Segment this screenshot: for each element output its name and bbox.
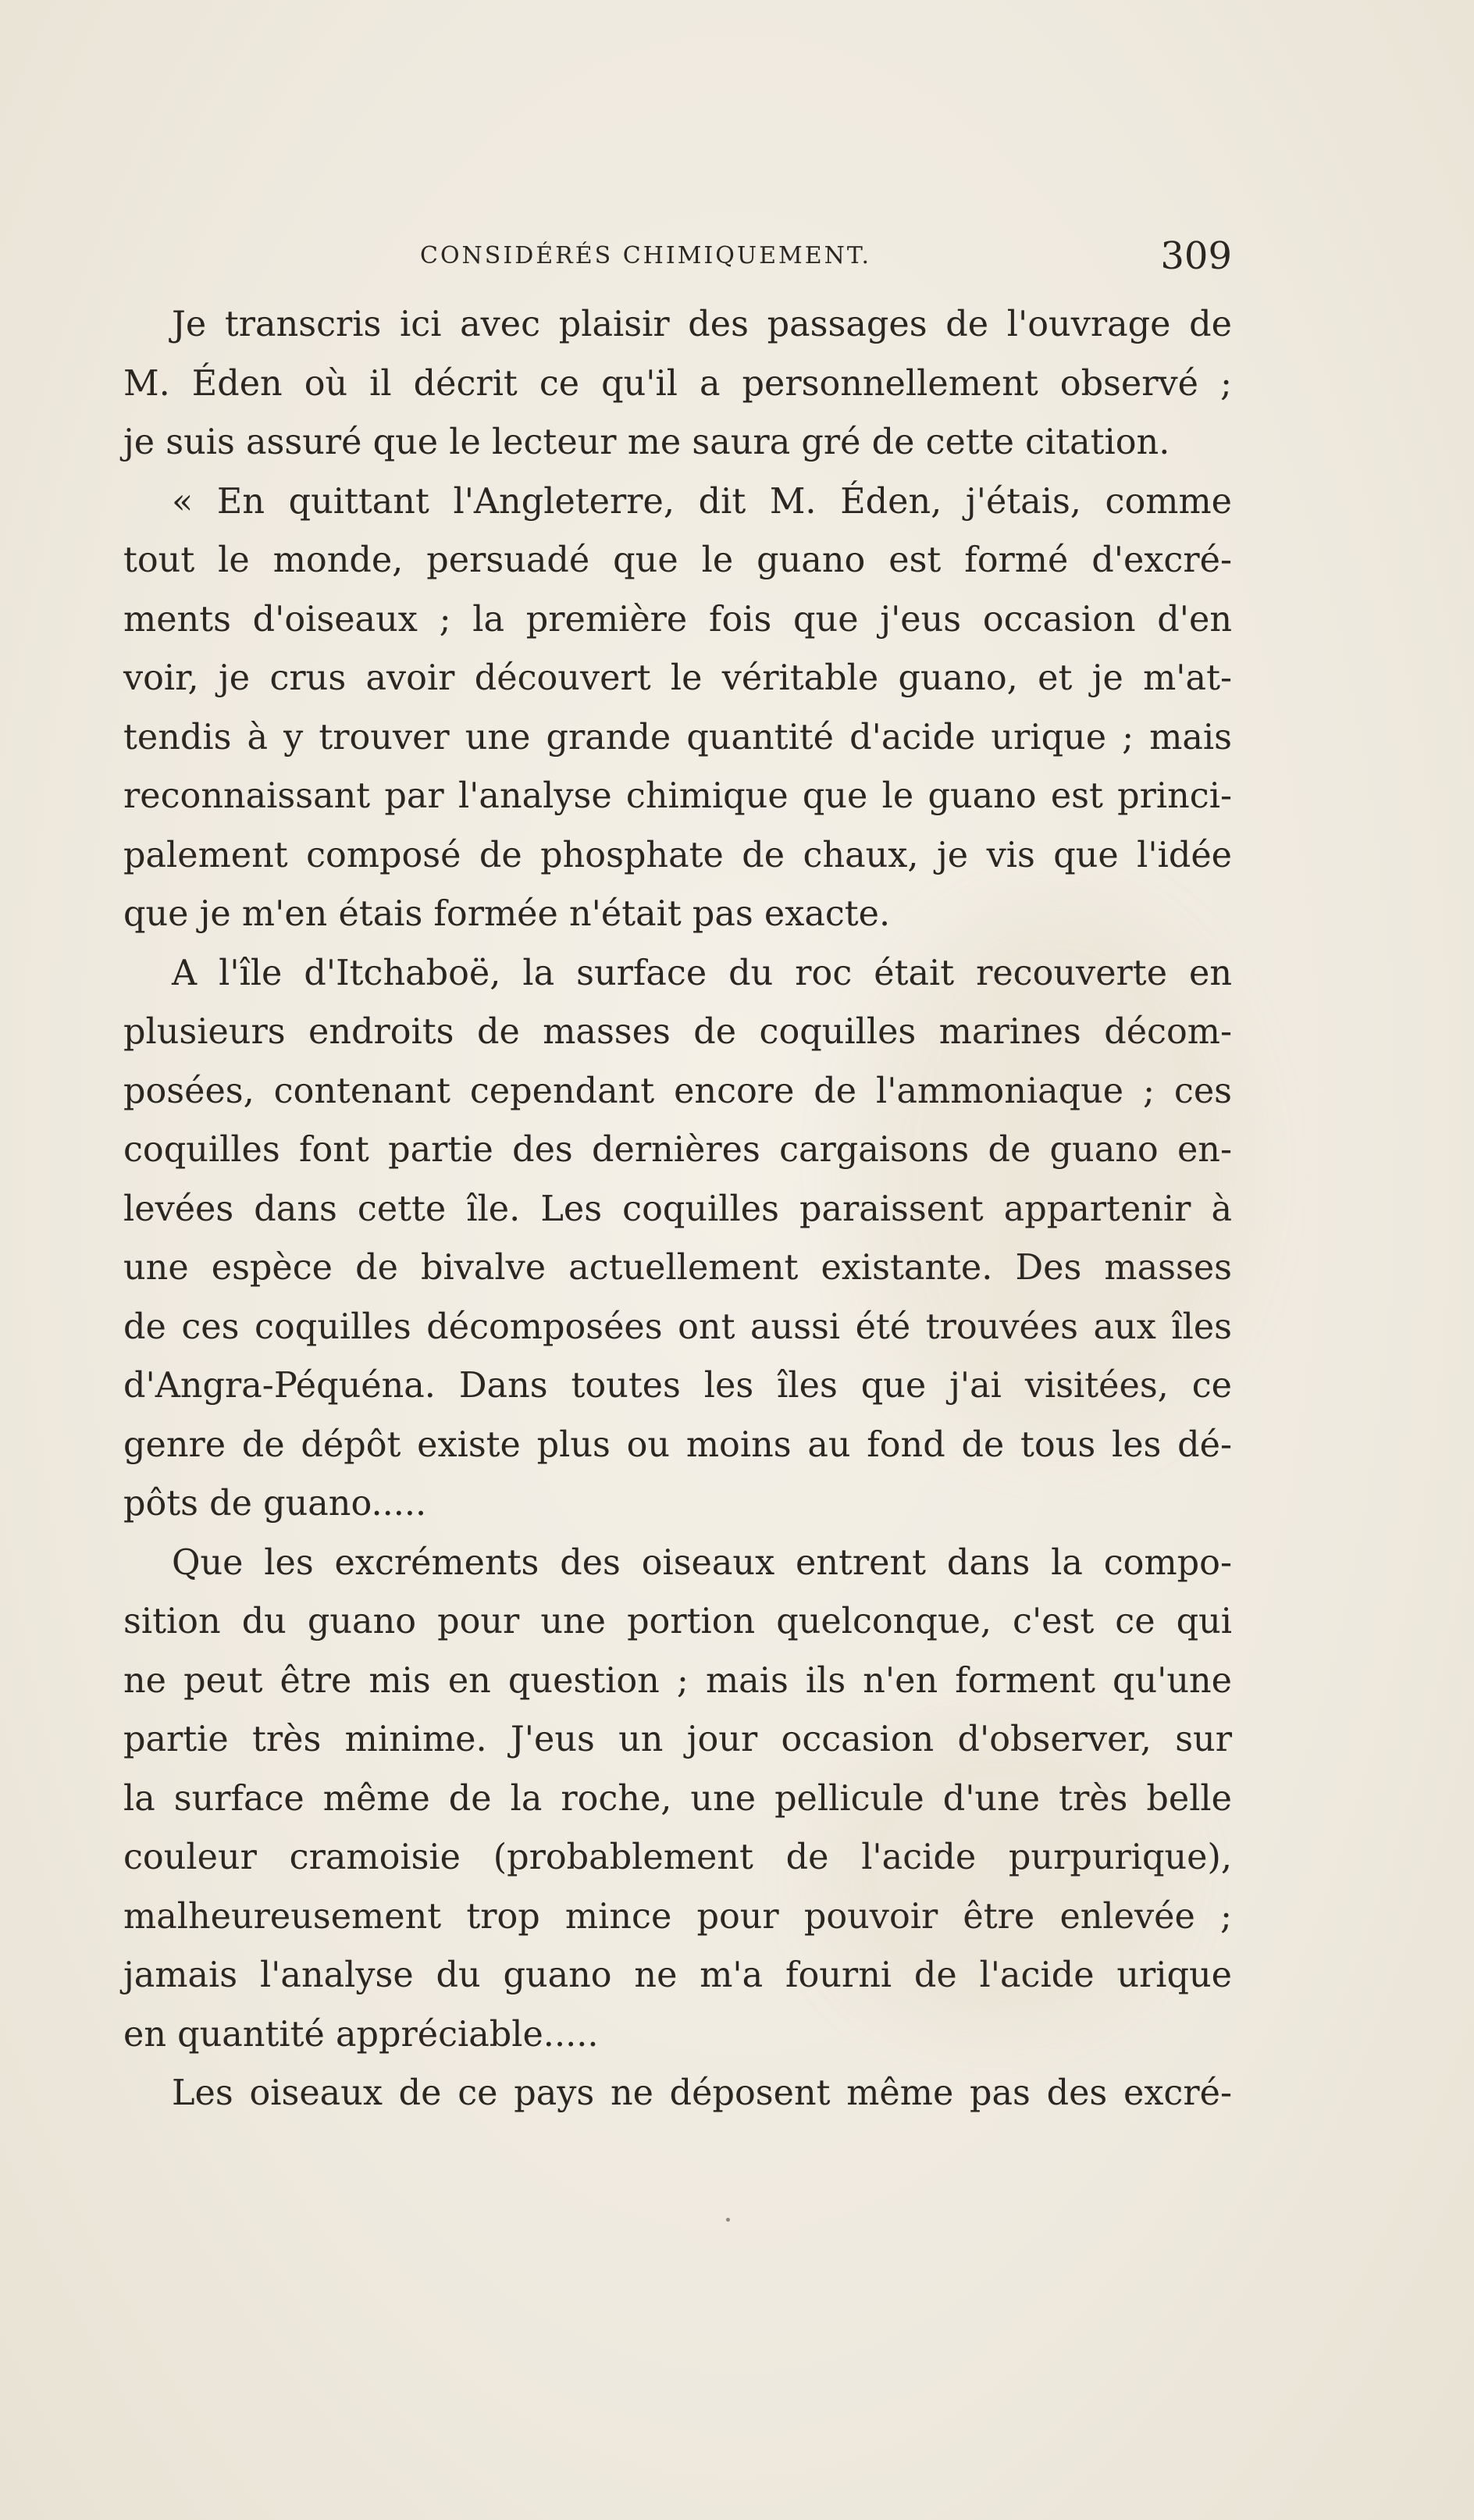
text-line: M. Éden où il décrit ce qu'il a personnellement observé ;: [123, 363, 1232, 404]
paragraph-2: [123, 472, 1232, 944]
text-line: que je m'en étais formée n'était pas exacte.: [123, 894, 891, 934]
paragraph-4: [123, 1534, 1232, 2065]
text-line: couleur cramoisie (probablement de l'acide purpurique),: [123, 1837, 1232, 1877]
text-line: Je transcris ici avec plaisir des passages de l'ouvrage de: [172, 305, 1232, 344]
paragraph-5: [123, 2064, 1232, 2123]
running-head: [123, 234, 1232, 289]
text-line: tendis à y trouver une grande quantité d'acide urique ; mais: [123, 717, 1232, 757]
text-line: reconnaissant par l'analyse chimique que le guano est princi-: [123, 776, 1232, 816]
text-line: je suis assuré que le lecteur me saura gré de cette citation.: [123, 422, 1170, 462]
text-line: jamais l'analyse du guano ne m'a fourni de l'acide urique: [123, 1955, 1232, 1995]
text-line: posées, contenant cependant encore de l'ammoniaque ; ces: [123, 1071, 1232, 1111]
text-line: levées dans cette île. Les coquilles paraissent appartenir à: [123, 1189, 1232, 1229]
text-line: coquilles font partie des dernières cargaisons de guano en-: [123, 1130, 1232, 1170]
text-line: tout le monde, persuadé que le guano est formé d'excré-: [123, 540, 1232, 580]
text-line: pôts de guano.....: [123, 1484, 427, 1524]
text-line: de ces coquilles décomposées ont aussi été trouvées aux îles: [123, 1306, 1232, 1347]
text-line: voir, je crus avoir découvert le véritable guano, et je m'at-: [123, 658, 1232, 698]
paper-speck: [726, 2218, 730, 2222]
text-line: « En quittant l'Angleterre, dit M. Éden, j'étais, comme: [172, 481, 1232, 522]
paragraph-3: [123, 944, 1232, 1534]
paragraph-1: [123, 295, 1232, 472]
text-line: en quantité appréciable.....: [123, 2014, 599, 2055]
text-line: plusieurs endroits de masses de coquilles marines décom-: [123, 1012, 1232, 1052]
running-title: CONSIDÉRÉS CHIMIQUEMENT.: [420, 242, 872, 269]
text-line: une espèce de bivalve actuellement existante. Des masses: [123, 1248, 1232, 1288]
text-line: ments d'oiseaux ; la première fois que j'eus occasion d'en: [123, 599, 1232, 640]
text-line: genre de dépôt existe plus ou moins au fond de tous les dé-: [123, 1424, 1232, 1465]
text-line: ne peut être mis en question ; mais ils n'en forment qu'une: [123, 1660, 1232, 1701]
text-line: palement composé de phosphate de chaux, je vis que l'idée: [123, 835, 1232, 875]
text-line: A l'île d'Itchaboë, la surface du roc était recouverte en: [172, 953, 1232, 993]
text-line: sition du guano pour une portion quelconque, c'est ce qui: [123, 1602, 1232, 1641]
page-text: [123, 234, 1232, 2123]
text-line: malheureusement trop mince pour pouvoir être enlevée ;: [123, 1896, 1232, 1937]
text-line: Que les excréments des oiseaux entrent dans la compo-: [172, 1542, 1232, 1583]
text-line: d'Angra-Péquéna. Dans toutes les îles que j'ai visitées, ce: [123, 1366, 1232, 1406]
text-line: partie très minime. J'eus un jour occasion d'observer, sur: [123, 1720, 1232, 1759]
text-line: Les oiseaux de ce pays ne déposent même pas des excré-: [172, 2073, 1232, 2113]
page-number: 309: [1160, 234, 1232, 278]
text-line: la surface même de la roche, une pellicule d'une très belle: [123, 1778, 1232, 1819]
